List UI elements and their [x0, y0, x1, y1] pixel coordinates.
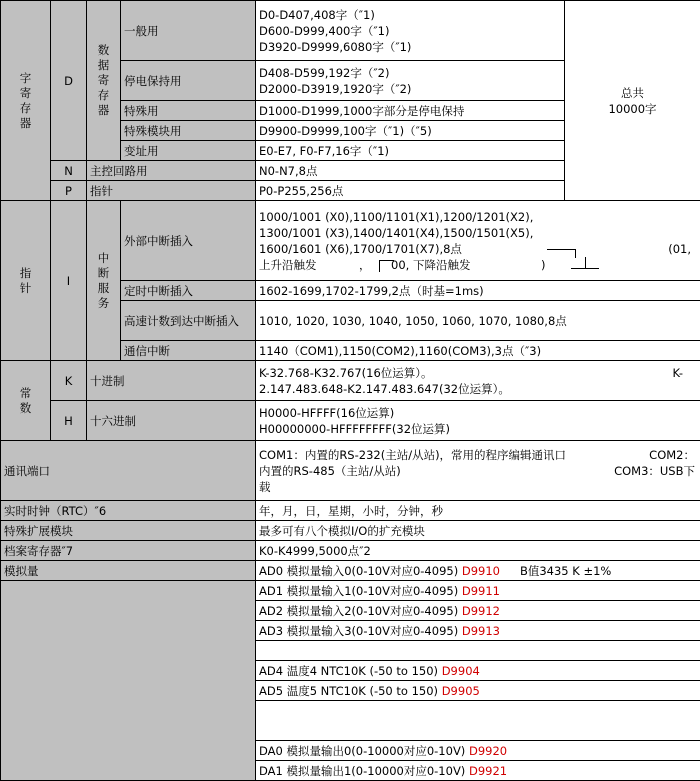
code-p: P [51, 181, 87, 201]
analog-row-0: AD0 模拟量输入0(0-10V对应0-4095) D9910 B值3435 K ±1% [256, 561, 700, 581]
rtc-value: 年，月，日，星期，小时，分钟，秒 [256, 501, 700, 521]
special-label: 特殊用 [121, 101, 256, 121]
analog-row-7 [256, 701, 700, 741]
analog-row-1: AD1 模拟量输入1(0-10V对应0-4095) D9911 [256, 581, 700, 601]
external-tail-a: (01, [668, 241, 691, 257]
code-k: K [51, 361, 87, 401]
analog-row-3: AD3 模拟量输入3(0-10V对应0-4095) D9913 [256, 621, 700, 641]
general-label: 一般用 [121, 1, 256, 61]
interrupt-service-label: 中断服务 [87, 201, 121, 361]
timer-interrupt-value: 1602-1699,1702-1799,2点（时基=1ms) [256, 281, 700, 301]
data-register-label: 数据寄存器 [87, 1, 121, 161]
general-value: D0-D407,408字（″1) D600-D999,400字（″1) D3920-D9999,6080字（″1) [256, 1, 565, 61]
special-module-value: D9900-D9999,100字（″1)（″5) [256, 121, 565, 141]
expansion-value: 最多可有八个模拟I/O的扩充模块 [256, 521, 700, 541]
special-value: D1000-D1999,1000字部分是停电保持 [256, 101, 565, 121]
index-label: 变址用 [121, 141, 256, 161]
comm-interrupt-value: 1140（COM1),1150(COM2),1160(COM3),3点（″3) [256, 341, 700, 361]
hex-label: 十六进制 [87, 401, 256, 441]
file-register-label: 档案寄存器″7 [1, 541, 256, 561]
code-d: D [51, 1, 87, 161]
decimal-value: K-32.768-K32.767(16位运算）。 K- 2.147.483.648-K2.147.483.647(32位运算）。 [256, 361, 700, 401]
decimal-label: 十进制 [87, 361, 256, 401]
comm-interrupt-label: 通信中断 [121, 341, 256, 361]
pointer-value: P0-P255,256点 [256, 181, 565, 201]
master-label: 主控回路用 [87, 161, 256, 181]
pointer-label: 指针 [87, 181, 256, 201]
analog-label-fill [1, 581, 256, 781]
master-value: N0-N7,8点 [256, 161, 565, 181]
external-interrupt-value: 1000/1001 (X0),1100/1101(X1),1200/1201(X2), 1300/1001 (X3),1400/1401(X4),1500/1501(X5), 1600/1601 (X6),1700/1701(X7),8点 (01, 上升沿触发 ， 00, 下降沿触发 ) [256, 201, 700, 281]
analog-row-8: DA0 模拟量输出0(0-10000对应0-10V) D9920 [256, 741, 700, 761]
analog-row-4 [256, 641, 700, 661]
counter-interrupt-label: 高速计数到达中断插入 [121, 301, 256, 341]
word-register-category: 字寄存器 [1, 1, 51, 201]
retentive-value: D408-D599,192字（″2) D2000-D3919,1920字（″2) [256, 61, 565, 101]
analog-row-5: AD4 温度4 NTC10K (-50 to 150) D9904 [256, 661, 700, 681]
counter-interrupt-value: 1010, 1020, 1030, 1040, 1050, 1060, 1070, 1080,8点 [256, 301, 700, 341]
timer-interrupt-label: 定时中断插入 [121, 281, 256, 301]
analog-row-6: AD5 温度5 NTC10K (-50 to 150) D9905 [256, 681, 700, 701]
comm-port-label: 通讯端口 [1, 441, 256, 501]
falling-edge-icon-2 [571, 257, 586, 269]
code-i: I [51, 201, 87, 361]
special-module-label: 特殊模块用 [121, 121, 256, 141]
hex-value: H0000-HFFFF(16位运算) H00000000-HFFFFFFFF(32位运算) [256, 401, 700, 441]
file-register-value: K0-K4999,5000点″2 [256, 541, 700, 561]
constant-category: 常数 [1, 361, 51, 441]
index-value: E0-E7, F0-F7,16字（″1) [256, 141, 565, 161]
external-interrupt-label: 外部中断插入 [121, 201, 256, 281]
code-h: H [51, 401, 87, 441]
analog-row-2: AD2 模拟量输入2(0-10V对应0-4095) D9912 [256, 601, 700, 621]
retentive-label: 停电保持用 [121, 61, 256, 101]
pointer-category: 指针 [1, 201, 51, 361]
rtc-label: 实时时钟（RTC）″6 [1, 501, 256, 521]
total-cell: 总共 10000字 [565, 1, 700, 201]
analog-label: 模拟量 [1, 561, 256, 581]
analog-row-9: DA1 模拟量输出1(0-10000对应0-10V) D9921 [256, 761, 700, 781]
expansion-label: 特殊扩展模块 [1, 521, 256, 541]
comm-port-value: COM1：内置的RS-232(主站/从站)，常用的程序编辑通讯口 COM2： 内置的RS-485（主站/从站) COM3：USB下 载 [256, 441, 700, 501]
code-n: N [51, 161, 87, 181]
